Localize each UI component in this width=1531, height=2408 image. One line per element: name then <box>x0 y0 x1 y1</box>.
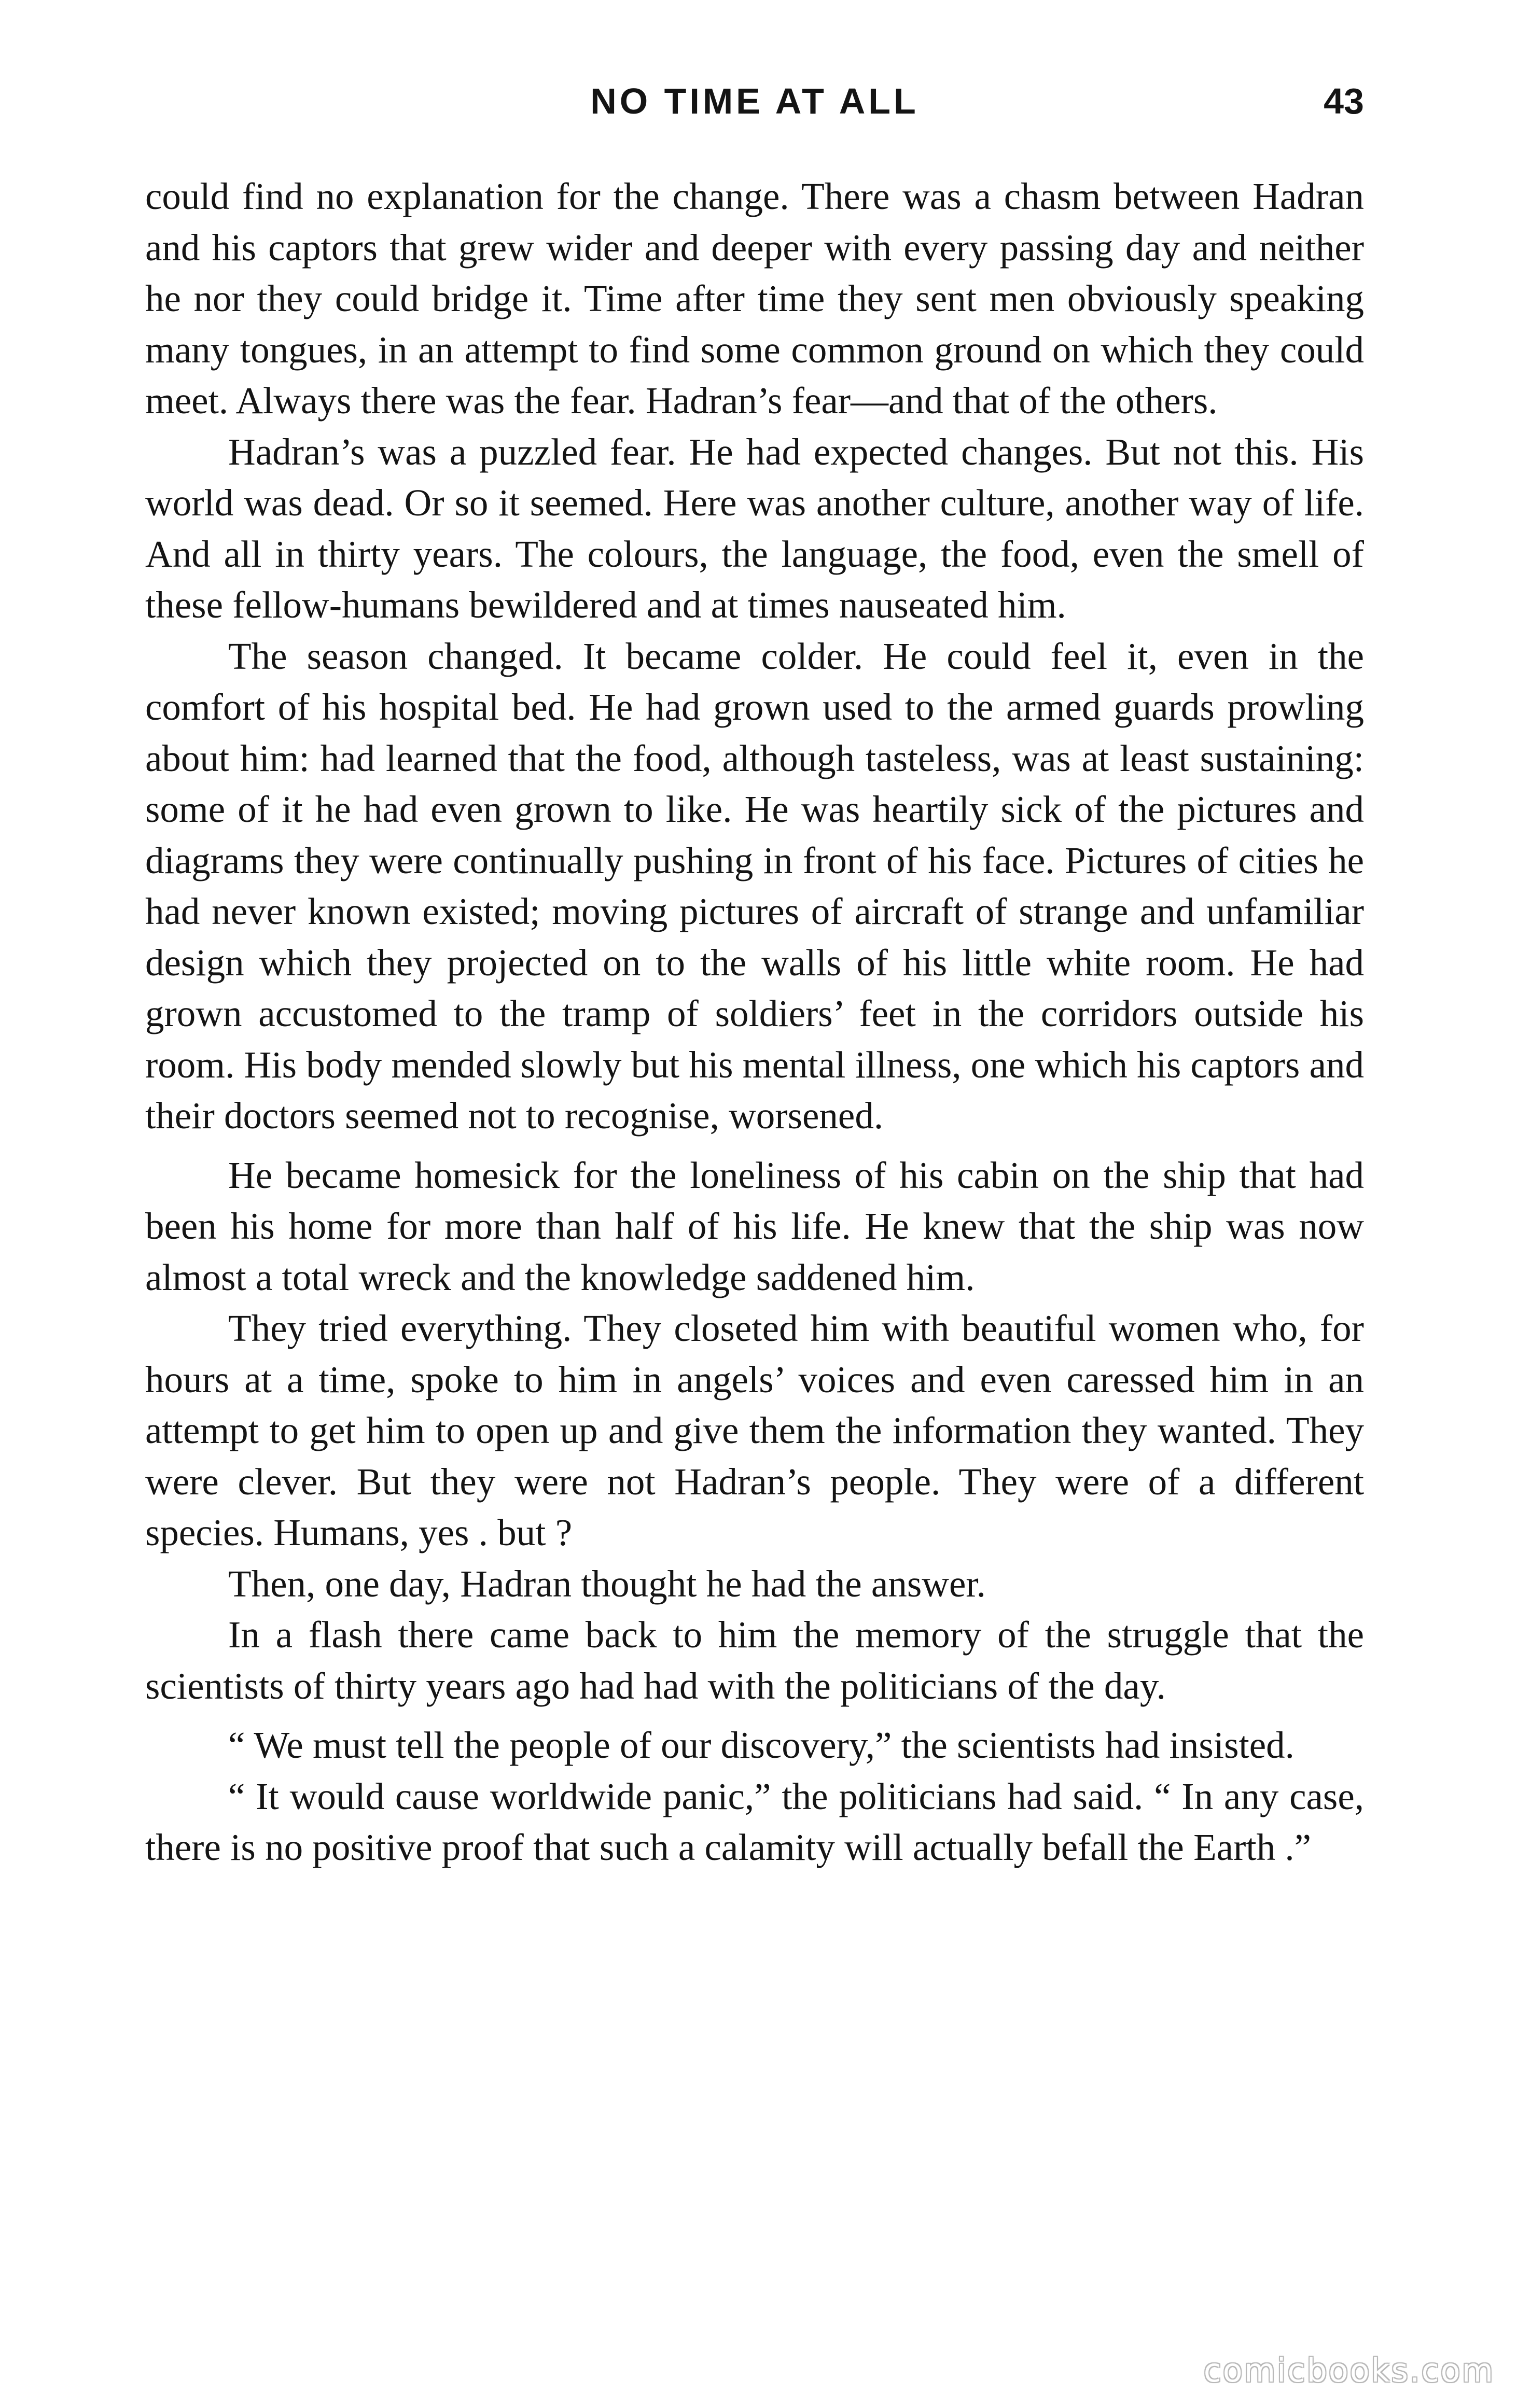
paragraph-7: In a flash there came back to him the memory of the struggle that the scientists of thirty years ago had had with the politicians of the day. <box>145 1614 1364 1707</box>
paragraph-3: The season changed. It became colder. He could feel it, even in the comfort of his hospital bed. He had grown used to the armed guards prowling about him: had learned that the food, although tasteless, was at least sustaining: some of it he had even grown to like. He was heartily sick of the pictures and diagrams they were continually pushing in front of his face. Pictures of cities he had never known existed; moving pictures of aircraft of strange and unfamiliar design which they projected on to the walls of his little white room. He had grown accustomed to the tramp of soldiers’ feet in the corridors outside his room. His body mended slowly but his mental illness, one which his captors and their doctors seemed not to recognise, worsened. <box>145 635 1364 1137</box>
watermark: comicbooks.com <box>1203 2351 1495 2389</box>
running-head <box>145 78 1364 124</box>
running-title: NO TIME AT ALL <box>590 81 919 121</box>
paragraph-1: could find no explanation for the change. There was a chasm between Hadran and his captors that grew wider and deeper with every passing day and neither he nor they could bridge it. Time after time they sent men obviously speaking many tongues, in an attempt to find some common ground on which they could meet. Always there was the fear. Hadran’s fear—and that of the others. <box>145 175 1364 422</box>
paragraph-5: They tried everything. They closeted him with beautiful women who, for hours at a time, spoke to him in angels’ voices and even caressed him in an attempt to get him to open up and give them the information they wanted. They were clever. But they were not Hadran’s people. They were of a different species. Humans, yes . but ? <box>145 1307 1364 1553</box>
paragraph-6: Then, one day, Hadran thought he had the answer. <box>228 1562 986 1605</box>
paragraph-2: Hadran’s was a puzzled fear. He had expected changes. But not this. His world was dead. Or so it seemed. Here was another culture, another way of life. And all in thirty years. The colours, the language, the food, even the smell of these fellow-humans bewildered and at times nauseated him. <box>145 430 1364 626</box>
page-number: 43 <box>1324 81 1364 121</box>
body-text <box>145 171 1364 1873</box>
paragraph-4: He became homesick for the loneliness of his cabin on the ship that had been his home for more than half of his life. He knew that the ship was now almost a total wreck and the knowledge saddened him. <box>145 1154 1364 1298</box>
paragraph-8: “ We must tell the people of our discovery,” the scientists had insisted. <box>228 1724 1295 1766</box>
paragraph-9: “ It would cause worldwide panic,” the politicians had said. “ In any case, there is no positive proof that such a calamity will actually befall the Earth .” <box>145 1775 1364 1868</box>
